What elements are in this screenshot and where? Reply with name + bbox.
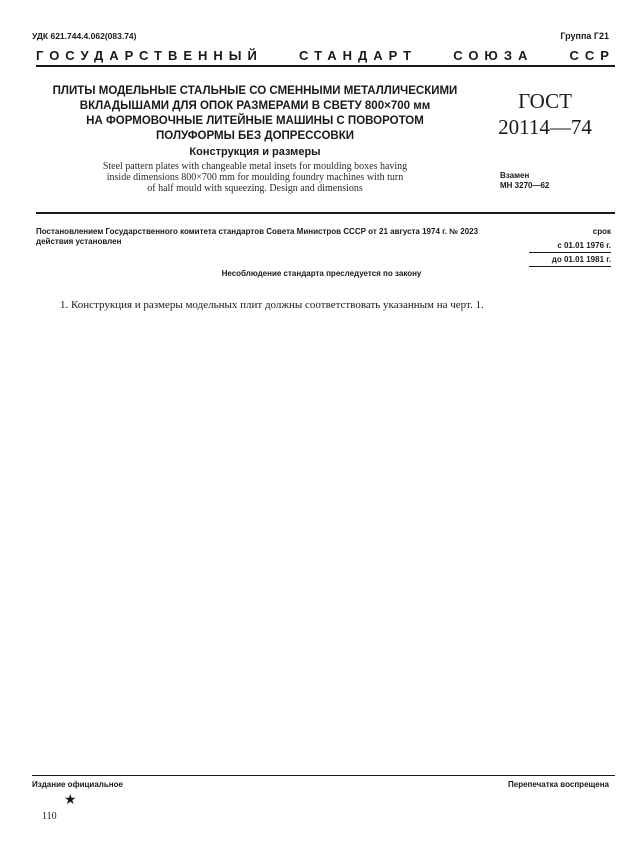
title-line: ПОЛУФОРМЫ БЕЗ ДОПРЕССОВКИ	[156, 130, 354, 142]
standard-banner	[36, 45, 615, 65]
banner-word: СОЮЗА	[453, 47, 534, 63]
subtitle-ru: Конструкция и размеры	[189, 146, 321, 158]
subtitle-en-line: Steel pattern plates with changeable metal insets for moulding boxes having	[102, 161, 408, 172]
subtitle-en-line: inside dimensions 800×700 mm for moulding foundry machines with turn	[106, 172, 404, 183]
divider	[36, 65, 615, 67]
date-to: до 01.01 1981 г.	[529, 253, 611, 267]
replaces-value: МН 3270—62	[500, 181, 550, 190]
gost-designation	[470, 88, 620, 140]
title-line: НА ФОРМОВОЧНЫЕ ЛИТЕЙНЫЕ МАШИНЫ С ПОВОРОТОМ	[86, 115, 424, 127]
title-line: ВКЛАДЫШАМИ ДЛЯ ОПОК РАЗМЕРАМИ В СВЕТУ 800×700 мм	[79, 100, 431, 112]
term-label: срок	[592, 227, 611, 236]
star-icon: ★	[64, 791, 77, 807]
replaces-label: Взамен	[500, 171, 530, 180]
divider	[32, 775, 615, 776]
subtitle-en	[55, 161, 455, 194]
decree-line: Постановлением Государственного комитета стандартов Совета Министров СССР от 21 августа 1974 г. № 2023	[36, 227, 479, 236]
gost-label: ГОСТ	[518, 89, 572, 113]
date-from: с 01.01 1976 г.	[529, 239, 611, 253]
document-title	[50, 84, 460, 144]
official-edition: Издание официальное	[32, 780, 123, 789]
title-line: ПЛИТЫ МОДЕЛЬНЫЕ СТАЛЬНЫЕ СО СМЕННЫМИ МЕТАЛЛИЧЕСКИМИ	[52, 85, 458, 97]
banner-word: ГОСУДАРСТВЕННЫЙ	[36, 47, 263, 63]
replaces-block	[500, 171, 549, 191]
banner-word: ССР	[569, 47, 615, 63]
page-number: 110	[42, 811, 57, 822]
compliance-warning: Несоблюдение стандарта преследуется по закону	[221, 269, 422, 278]
banner-word: СТАНДАРТ	[299, 47, 418, 63]
validity-dates	[529, 239, 611, 267]
udk-code: УДК 621.744.4.062(083.74)	[32, 31, 137, 41]
group-code: Группа Г21	[560, 31, 609, 41]
paragraph-1: 1. Конструкция и размеры модельных плит должны соответствовать указанным на черт. 1.	[60, 299, 484, 311]
decree-text	[36, 227, 514, 247]
divider	[36, 212, 615, 214]
gost-number: 20114—74	[498, 115, 592, 139]
reprint-notice: Перепечатка воспрещена	[508, 780, 609, 789]
subtitle-en-line: of half mould with squeezing. Design and dimensions	[147, 183, 363, 194]
decree-line: действия установлен	[36, 237, 122, 246]
